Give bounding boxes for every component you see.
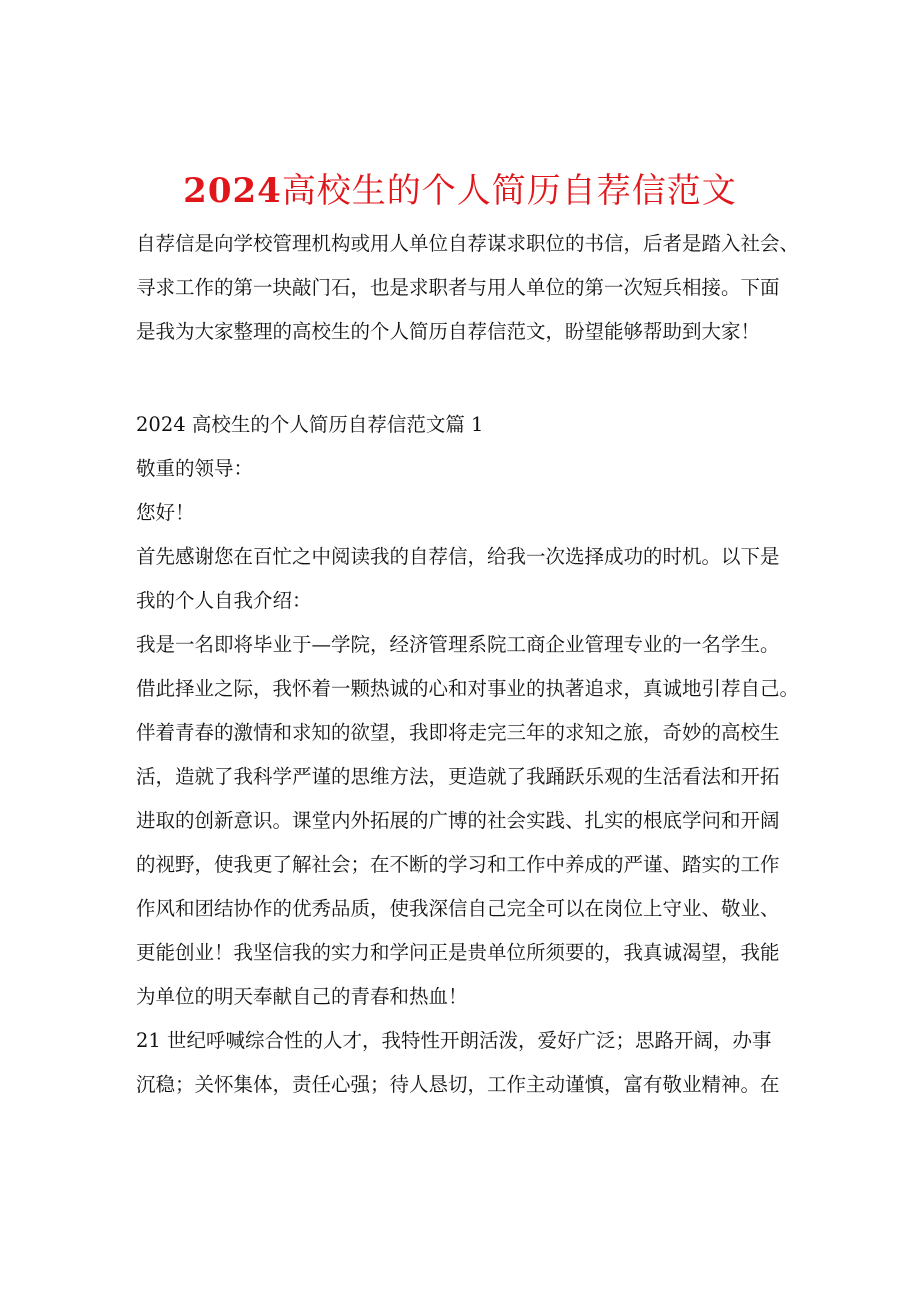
- document-body: [136, 222, 800, 1107]
- greeting: 您好！: [136, 501, 195, 524]
- title-year: 2024: [183, 170, 282, 211]
- intro-line: 是我为大家整理的高校生的个人简历自荐信范文，盼望能够帮助到大家！: [136, 320, 761, 343]
- body-line: 我是一名即将毕业于—学院，经济管理系院工商企业管理专业的一名学生。: [136, 633, 780, 656]
- body-line: 沉稳；关怀集体，责任心强；待人恳切，工作主动谨慎，富有敬业精神。在: [136, 1073, 780, 1096]
- document-title: [0, 165, 920, 217]
- intro-line: 寻求工作的第一块敲门石，也是求职者与用人单位的第一次短兵相接。下面: [136, 276, 780, 299]
- section-heading: 2024 高校生的个人简历自荐信范文篇 1: [136, 413, 484, 436]
- section-gap: [136, 354, 796, 403]
- body-line: 进取的创新意识。课堂内外拓展的广博的社会实践、扎实的根底学问和开阔: [136, 809, 780, 832]
- body-line: 21 世纪呼喊综合性的人才，我特性开朗活泼，爱好广泛；思路开阔，办事: [136, 1029, 772, 1052]
- intro-line: 自荐信是向学校管理机构或用人单位自荐谋求职位的书信，后者是踏入社会、: [136, 232, 800, 255]
- body-paragraph: [136, 623, 800, 1019]
- body-line: 更能创业！我坚信我的实力和学问正是贵单位所须要的，我真诚渴望，我能: [136, 941, 780, 964]
- salutation: 敬重的领导：: [136, 457, 254, 480]
- body-line: 借此择业之际，我怀着一颗热诚的心和对事业的执著追求，真诚地引荐自己。: [136, 677, 800, 700]
- body-line: 我的个人自我介绍：: [136, 589, 312, 612]
- body-line: 为单位的明天奉献自己的青春和热血！: [136, 985, 468, 1008]
- title-text: 高校生的个人简历自荐信范文: [281, 170, 737, 211]
- body-line: 活，造就了我科学严谨的思维方法，更造就了我踊跃乐观的生活看法和开拓: [136, 765, 780, 788]
- body-line: 伴着青春的激情和求知的欲望，我即将走完三年的求知之旅，奇妙的高校生: [136, 721, 780, 744]
- intro-paragraph: [136, 222, 800, 354]
- body-line: 的视野，使我更了解社会；在不断的学习和工作中养成的严谨、踏实的工作: [136, 853, 780, 876]
- body-line: 首先感谢您在百忙之中阅读我的自荐信，给我一次选择成功的时机。以下是: [136, 545, 780, 568]
- body-paragraph: [136, 1019, 796, 1107]
- body-paragraph: [136, 535, 796, 623]
- body-line: 作风和团结协作的优秀品质，使我深信自己完全可以在岗位上守业、敬业、: [136, 897, 780, 920]
